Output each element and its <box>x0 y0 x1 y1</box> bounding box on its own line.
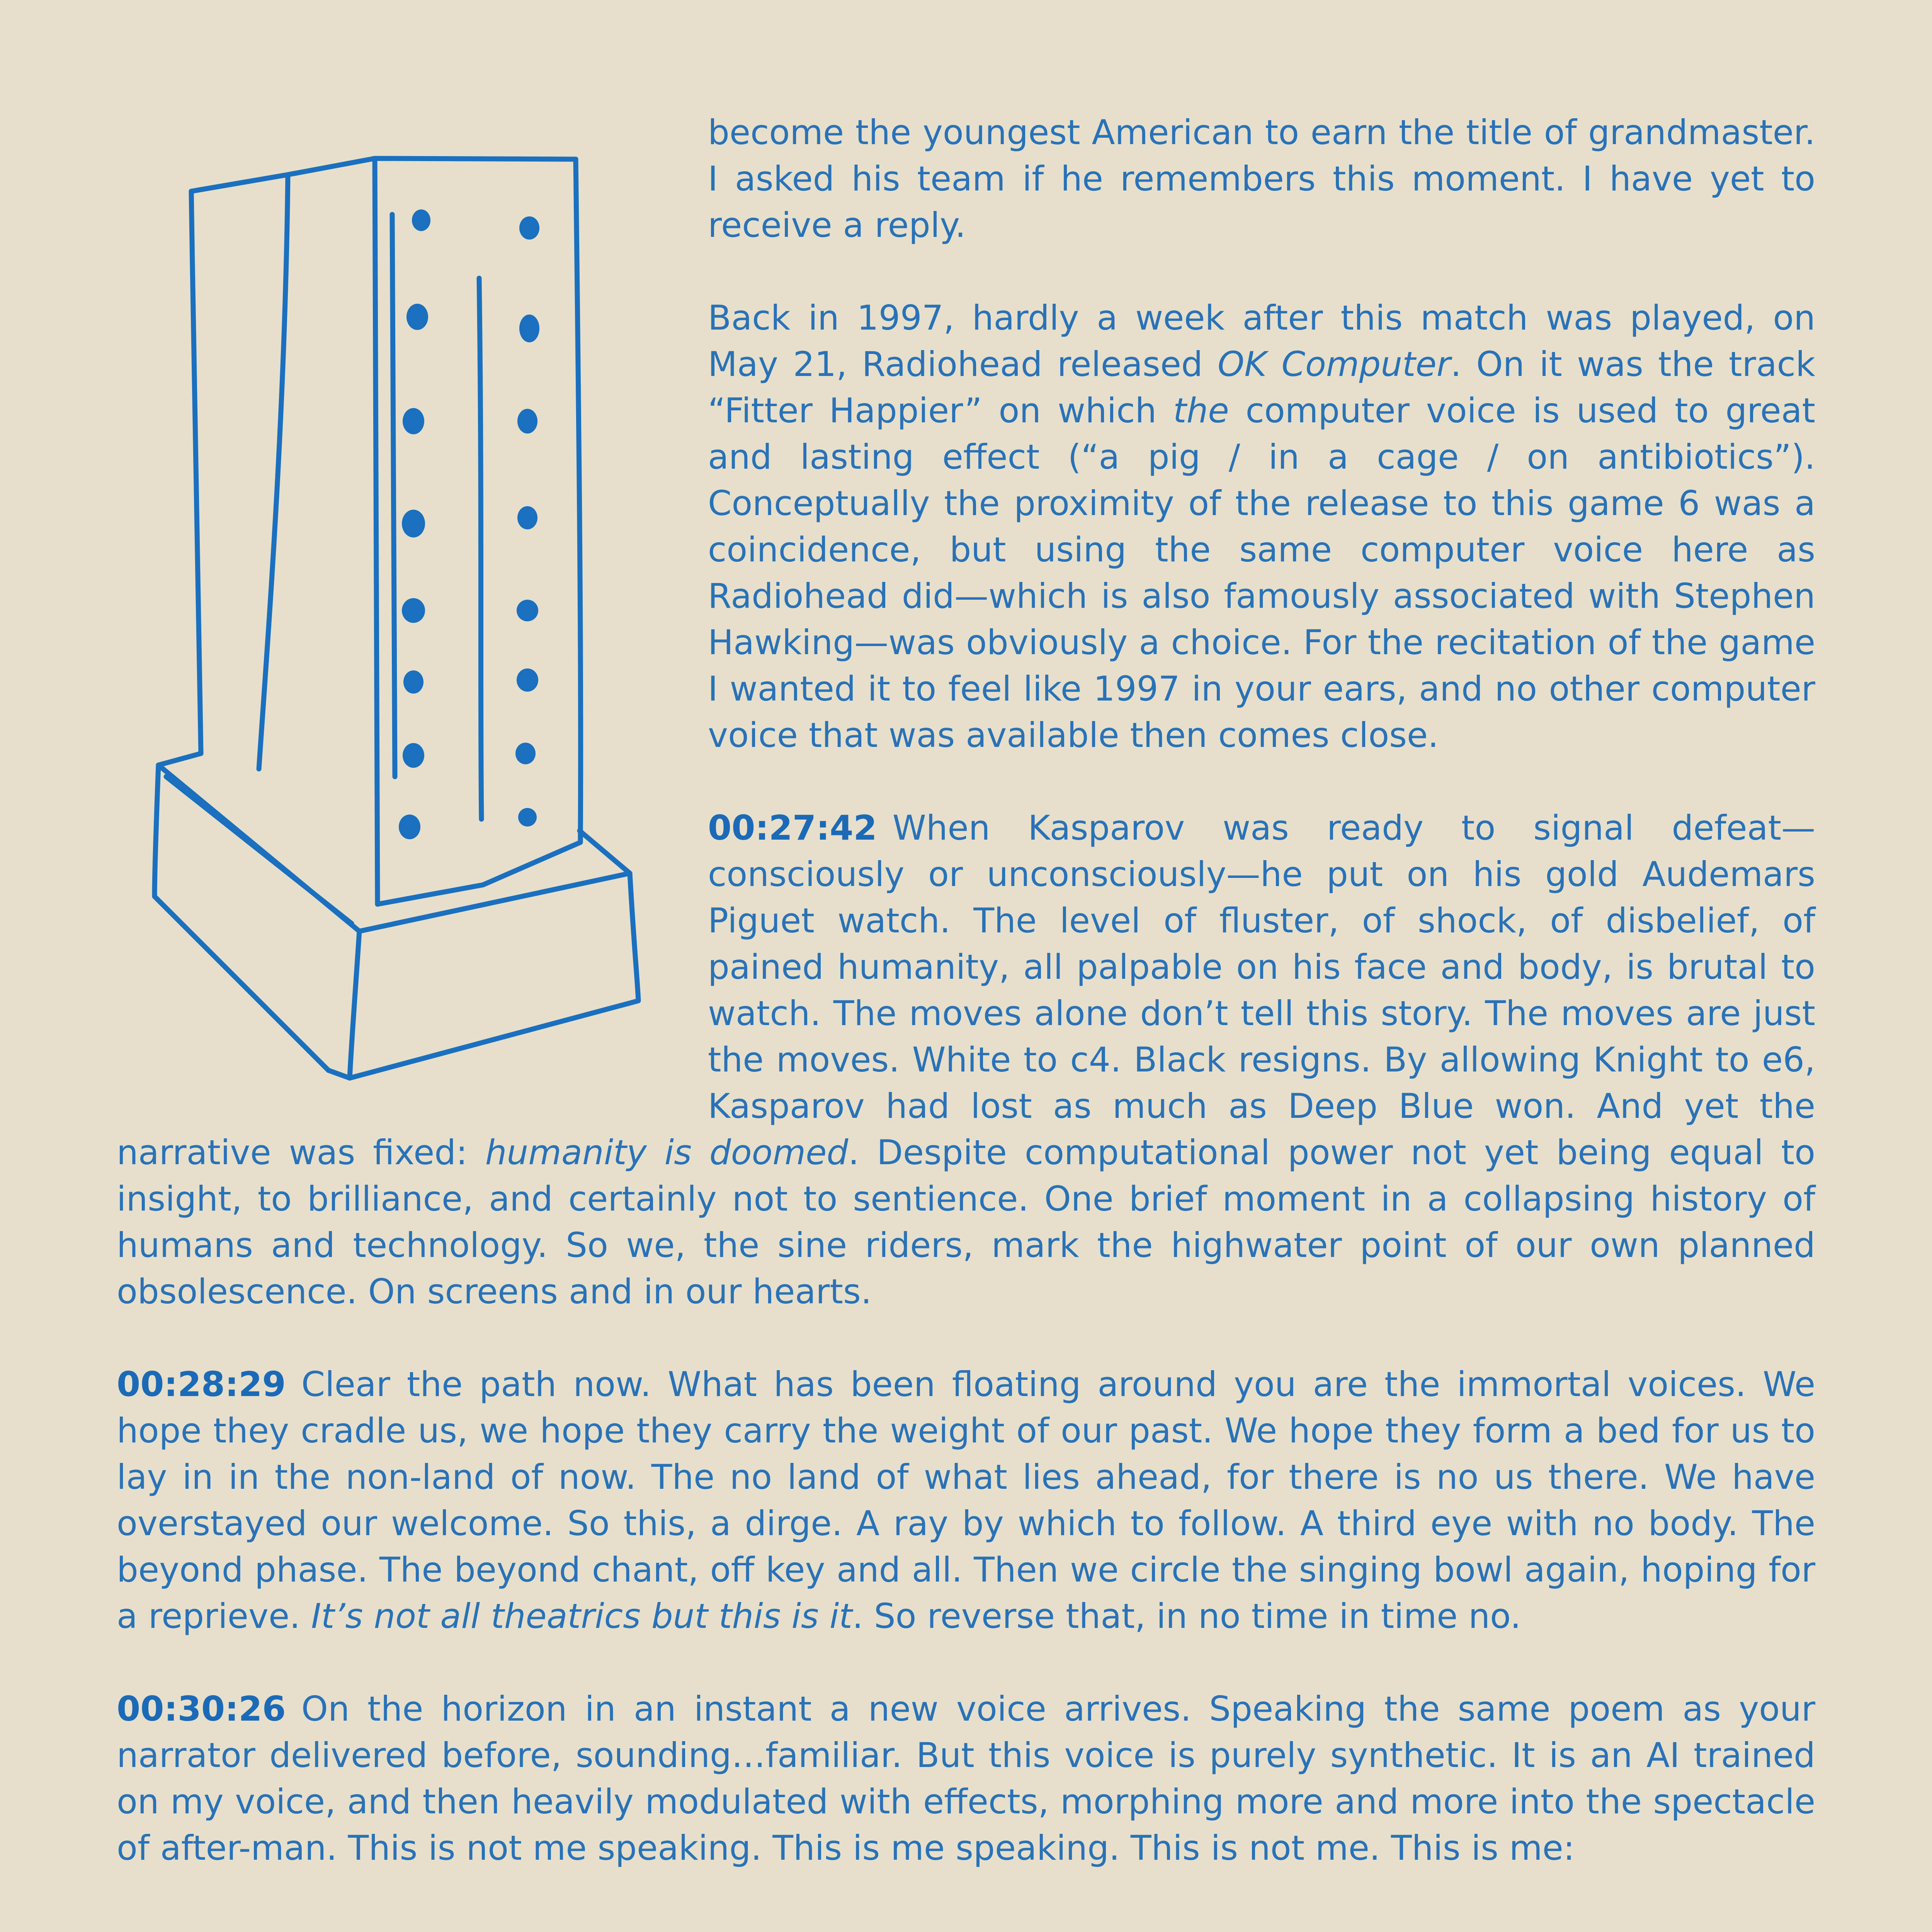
paragraph-2-part-1: Back in 1997, hardly a week after this match was played, on May 21, Radiohead released <box>708 298 1815 384</box>
illustration-spacer <box>117 109 708 1114</box>
paragraph-2-part-2: . On it was the track “Fitter Happier” on which <box>708 344 1815 430</box>
album-title: OK Computer <box>1218 344 1451 384</box>
paragraph-4 <box>117 1361 1815 1639</box>
timestamp-00-27-42: 00:27:42 <box>708 808 877 848</box>
emphasis-the: the <box>1173 391 1229 430</box>
timestamp-00-28-29: 00:28:29 <box>117 1364 286 1404</box>
timestamp-00-30-26: 00:30:26 <box>117 1689 286 1729</box>
paragraph-1-text: become the youngest American to earn the title of grandmaster. I asked his team if he remembers this moment. I have yet to receive a reply. <box>708 112 1815 245</box>
paragraph-4-part-2: . So reverse that, in no time in time no. <box>852 1596 1521 1636</box>
emphasis-humanity-doomed: humanity is doomed <box>485 1133 849 1172</box>
body-text <box>117 109 1815 1871</box>
paragraph-2-part-3: computer voice is used to great and lasting effect (“a pig / in a cage / on antibiotics”). Conceptually the proximity of the release to this game 6 was a coincidence, but using the same computer voice here as Radiohead did—which is also famously associated with Stephen Hawking—was obviously a choice. For the recitation of the game I wanted it to feel like 1997 in your ears, and no other computer voice that was available then comes close. <box>708 391 1815 755</box>
paragraph-3-part-2: . Despite computational power not yet being equal to insight, to brilliance, and certainly not to sentience. One brief moment in a collapsing history of humans and technology. So we, the sine riders, mark the highwater point of our own planned obsolescence. On screens and in our hearts. <box>117 1133 1815 1311</box>
paragraph-4-part-1: Clear the path now. What has been floating around you are the immortal voices. We hope they cradle us, we hope they carry the weight of our past. We hope they form a bed for us to lay in in the non-land of now. The no land of what lies ahead, for there is no us there. We have overstayed our welcome. So this, a dirge. A ray by which to follow. A third eye with no body. The beyond phase. The beyond chant, off key and all. Then we circle the singing bowl again, hoping for a reprieve. <box>117 1364 1815 1636</box>
emphasis-theatrics: It’s not all theatrics but this is it <box>311 1596 852 1636</box>
paragraph-3-part-1: When Kasparov was ready to signal defeat—consciously or unconsciously—he put on his gold Audemars Piguet watch. The level of fluster, of shock, of disbelief, of pained humanity, all palpable on his face and body, is brutal to watch. The moves alone don’t tell this story. The moves are just the moves. White to c4. Black resigns. By allowing Knight to e6, Kasparov had lost as much as Deep Blue won. And yet the narrative was fixed: <box>117 808 1815 1172</box>
paragraph-5-part-1: On the horizon in an instant a new voice arrives. Speaking the same poem as your narrator delivered before, sounding…familiar. But this voice is purely synthetic. It is an AI trained on my voice, and then heavily modulated with effects, morphing more and more into the spectacle of after-man. This is not me speaking. This is me speaking. This is not me. This is me: <box>117 1689 1815 1868</box>
paragraph-5 <box>117 1686 1815 1871</box>
